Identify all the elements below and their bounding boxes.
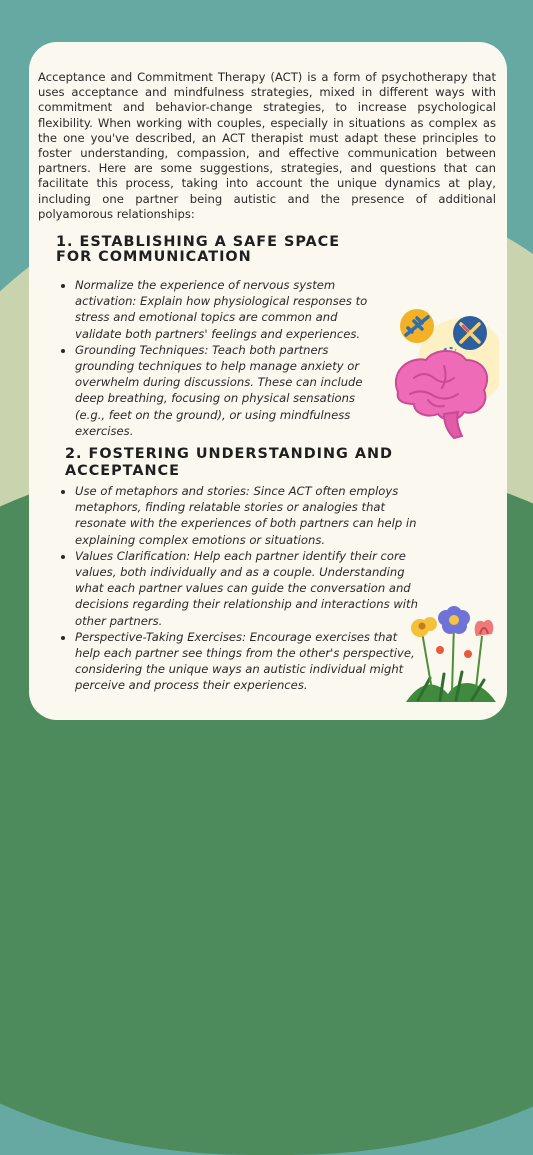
section-1-list <box>59 277 380 439</box>
list-item: • Normalize the experience of nervous system activation: Explain how physiological responses to stress and emotional topics are common and validate both partners' feelings and experiences. <box>75 277 380 342</box>
flower-icon <box>475 620 494 636</box>
brain-icon <box>396 351 487 438</box>
section-1-heading: 1. ESTABLISHING A SAFE SPACE FOR COMMUNICATION <box>56 234 341 265</box>
airplane-icon <box>400 309 434 343</box>
list-item: • Use of metaphors and stories: Since ACT often employs metaphors, finding relatable stories or analogies that resonate with the experiences of both partners can help in explaining complex emotions or situations. <box>75 483 421 548</box>
cross-icon <box>453 316 487 350</box>
list-item: • Values Clarification: Help each partner identify their core values, both individually and as a couple. Understanding what each partner values can guide the conversation and decisions regarding their relationship and interactions with other partners. <box>75 548 421 629</box>
brain-illustration <box>384 304 499 454</box>
section-2-heading: 2. FOSTERING UNDERSTANDING AND ACCEPTANCE <box>65 446 393 479</box>
list-item: • Perspective-Taking Exercises: Encourage exercises that help each partner see things from the other's perspective, considering the unique ways an autistic individual might perceive and process their experiences. <box>75 629 421 694</box>
flowers-illustration <box>392 594 507 709</box>
intro-paragraph: Acceptance and Commitment Therapy (ACT) is a form of psychotherapy that uses acceptance and mindfulness strategies, mixed in different ways with commitment and behavior-change strategies, to increase psychological flexibility. When working with couples, especially in situations as complex as the one you've described, an ACT therapist must adapt these principles to foster understanding, compassion, and effective communication between partners. Here are some suggestions, strategies, and questions that can facilitate this process, taking into account the unique dynamics at play, including one partner being autistic and the presence of additional polyamorous relationships: <box>38 70 496 221</box>
section-2-list <box>59 483 421 694</box>
list-item: • Grounding Techniques: Teach both partners grounding techniques to help manage anxiety or overwhelm during discussions. These can include deep breathing, focusing on physical sensations (e.g., feet on the ground), or using mindfulness exercises. <box>75 342 380 439</box>
flower-icon <box>411 617 437 637</box>
content-card <box>29 42 507 720</box>
flower-icon <box>438 606 470 634</box>
